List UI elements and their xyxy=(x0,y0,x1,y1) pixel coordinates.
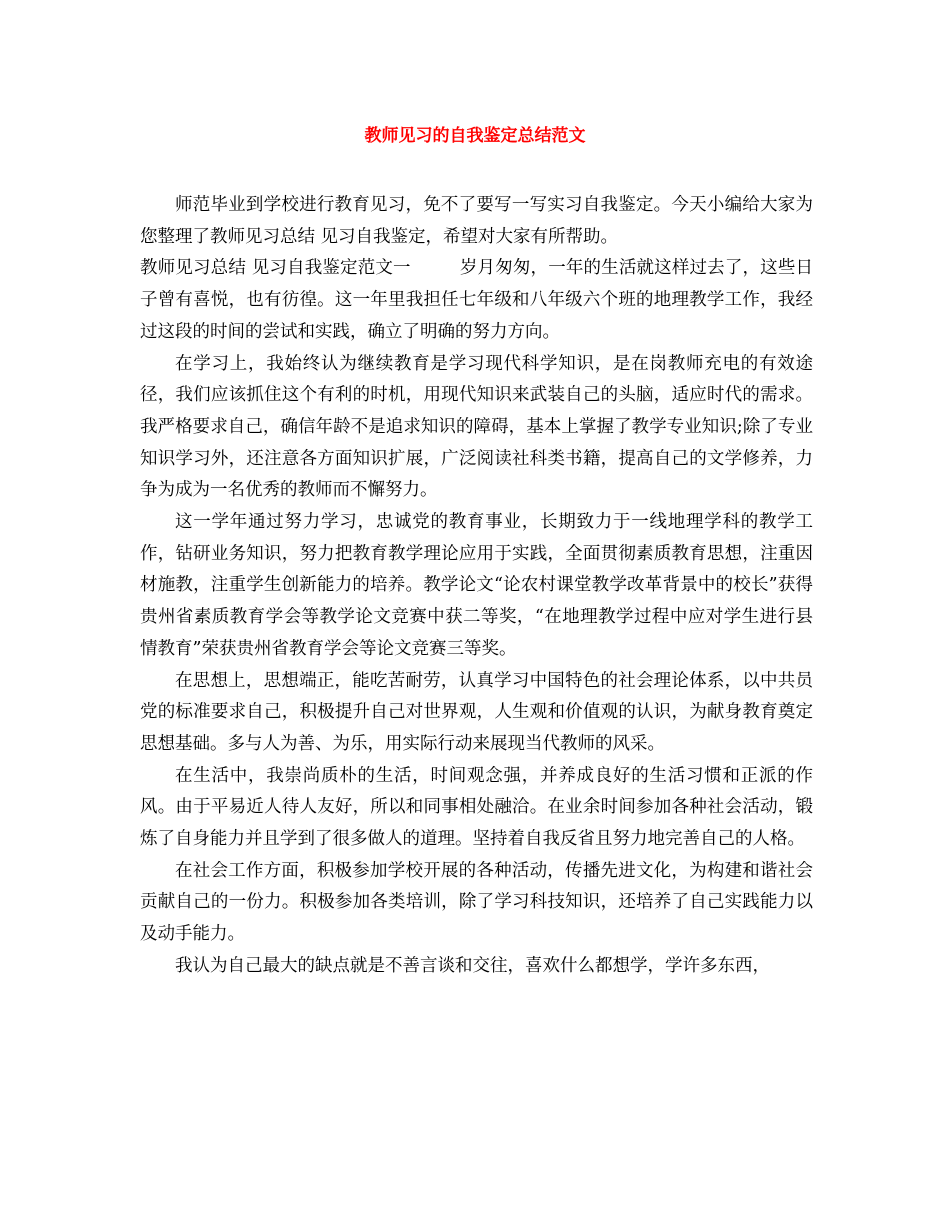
document-body xyxy=(140,190,813,983)
body-paragraph-thought: 在思想上，思想端正，能吃苦耐劳，认真学习中国特色的社会理论体系，以中共员党的标准要求自己，积极提升自己对世界观，人生观和价值观的认识，为献身教育奠定思想基础。多与人为善、为乐，用实际行动来展现当代教师的风采。 xyxy=(140,670,813,754)
body-paragraph-life: 在生活中，我崇尚质朴的生活，时间观念强，并养成良好的生活习惯和正派的作风。由于平易近人待人友好，所以和同事相处融洽。在业余时间参加各种社会活动，锻炼了自身能力并且学到了很多做人的道理。坚持着自我反省且努力地完善自己的人格。 xyxy=(140,765,813,850)
body-paragraph-study: 在学习上，我始终认为继续教育是学习现代科学知识，是在岗教师充电的有效途径，我们应该抓住这个有利的时机，用现代知识来武装自己的头脑，适应时代的需求。我严格要求自己，确信年龄不是追求知识的障碍，基本上掌握了教学专业知识;除了专业知识学习外，还注意各方面知识扩展，广泛阅读社科类书籍，提高自己的文学修养，力争为成为一名优秀的教师而不懈努力。 xyxy=(140,353,813,501)
section-heading: 教师见习总结 见习自我鉴定范文一 xyxy=(140,258,411,279)
body-paragraph-teaching: 这一学年通过努力学习，忠诚党的教育事业，长期致力于一线地理学科的教学工作，钻研业务知识，努力把教育教学理论应用于实践，全面贯彻素质教育思想，注重因材施教，注重学生创新能力的培养。教学论文“论农村课堂教学改革背景中的校长”获得贵州省素质教育学会等教学论文竞赛中获二等奖，“在地理教学过程中应对学生进行县情教育”荣获贵州省教育学会等论文竞赛三等奖。 xyxy=(140,512,813,659)
document-title: 教师见习的自我鉴定总结范文 xyxy=(364,126,586,146)
body-paragraph-shortcoming: 我认为自己最大的缺点就是不善言谈和交往，喜欢什么都想学，学许多东西， xyxy=(175,955,770,976)
intro-paragraph: 师范毕业到学校进行教育见习，免不了要写一写实习自我鉴定。今天小编给大家为您整理了教师见习总结 见习自我鉴定，希望对大家有所帮助。 xyxy=(140,195,813,247)
body-paragraph-social: 在社会工作方面，积极参加学校开展的各种活动，传播先进文化，为构建和谐社会贡献自己的一份力。积极参加各类培训，除了学习科技知识，还培养了自己实践能力以及动手能力。 xyxy=(140,860,813,945)
section-first-text: 岁月匆匆，一年的生活就这样过去了，这些日子曾有喜悦，也有彷徨。这一年里我担任七年级和八年级六个班的地理教学工作，我经过这段的时间的尝试和实践，确立了明确的努力方向。 xyxy=(140,258,814,342)
section-paragraph xyxy=(140,253,813,348)
